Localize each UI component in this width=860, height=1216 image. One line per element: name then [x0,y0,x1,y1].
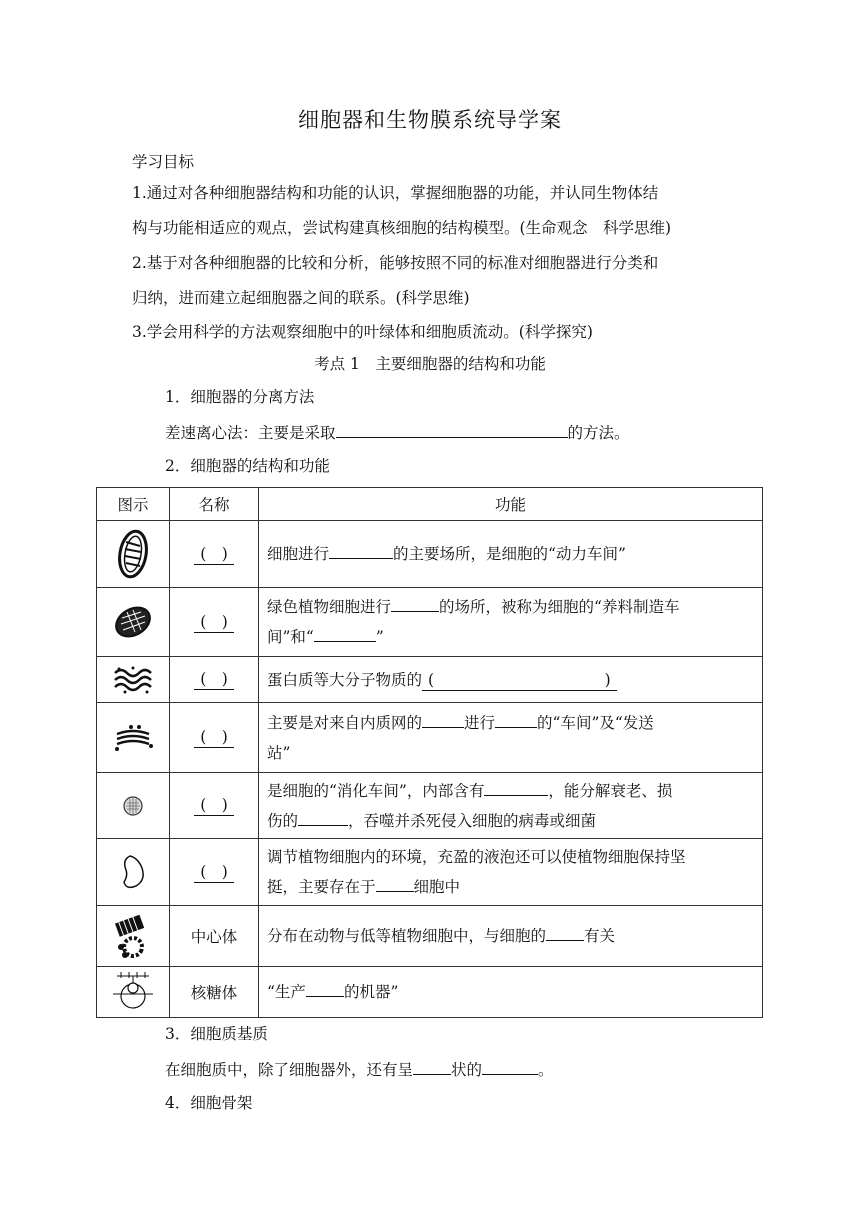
function-text: ” [375,628,384,646]
function-text: ，吞噬并杀死侵入细胞的病毒或细菌 [348,811,597,830]
sub4-heading: 4．细胞骨架 [165,1094,253,1112]
name-cell [170,657,259,703]
name-cell [170,839,259,906]
function-cell [259,657,763,703]
objective-1-line-2: 构与功能相适应的观点，尝试构建真核细胞的结构模型。(生命观念 科学思维) [132,219,672,237]
objective-1-line-1: 1.通过对各种细胞器结构和功能的认识，掌握细胞器的功能，并认同生物体结 [132,184,659,202]
table-row [97,588,763,657]
header-diagram: 图示 [97,488,170,521]
table-row [97,906,763,967]
function-cell [259,521,763,588]
blank[interactable] [391,595,439,612]
name-blank[interactable]: ( ) [194,544,234,565]
function-text: 的“车间”及“发送 [537,713,654,732]
objective-3: 3.学会用科学的方法观察细胞中的叶绿体和细胞质流动。(科学探究) [132,323,593,341]
table-row [97,773,763,839]
blank[interactable] [314,625,376,642]
table-row [97,703,763,773]
sub3-text-b: 状的 [451,1061,483,1079]
function-cell [259,967,763,1018]
name-cell: 核糖体 [170,967,259,1018]
objective-2-line-2: 归纳，进而建立起细胞器之间的联系。(科学思维) [132,289,470,307]
function-text: 间”和“ [267,628,314,646]
section-heading: 考点 1 主要细胞器的结构和功能 [314,355,546,373]
name-cell [170,703,259,773]
function-text: 细胞中 [413,878,461,896]
name-blank[interactable]: ( ) [194,727,234,748]
page-title: 细胞器和生物膜系统导学案 [298,108,562,132]
objectives-heading: 学习目标 [132,153,195,171]
function-blank[interactable]: ( ) [422,670,617,691]
name-cell [170,521,259,588]
vacuole-icon [97,839,170,906]
table-row [97,967,763,1018]
blank[interactable] [336,421,568,438]
blank[interactable] [482,1058,538,1075]
function-text: 伤的 [267,811,299,830]
sub3-text-a: 在细胞质中，除了细胞器外，还有呈 [165,1061,414,1079]
name-cell [170,588,259,657]
function-cell [259,703,763,773]
blank[interactable] [546,924,584,941]
blank[interactable] [495,711,537,728]
function-text: 的主要场所，是细胞的“动力车间” [393,545,626,563]
name-blank[interactable]: ( ) [194,612,234,633]
function-text: 蛋白质等大分子物质的 [267,670,423,689]
endoplasmic-reticulum-icon [97,657,170,703]
golgi-apparatus-icon [97,703,170,773]
function-text: 是细胞的“消化车间”，内部含有 [267,781,485,800]
function-text: ，能分解衰老、损 [548,781,673,800]
function-text: 绿色植物细胞进行 [267,598,392,616]
objective-2-line-1: 2.基于对各种细胞器的比较和分析，能够按照不同的标准对细胞器进行分类和 [132,254,659,272]
function-cell [259,588,763,657]
name-blank[interactable]: ( ) [194,795,234,816]
blank[interactable] [422,711,464,728]
organelle-table [96,487,763,1018]
function-text: “生产 [267,983,306,1001]
function-text: 主要是对来自内质网的 [267,713,423,732]
blank[interactable] [329,542,393,559]
function-text: 的机器” [343,983,399,1001]
name-blank[interactable]: ( ) [194,669,234,690]
name-blank[interactable]: ( ) [194,862,234,883]
function-text: 站” [267,743,291,762]
function-text: 分布在动物与低等植物细胞中，与细胞的 [267,927,547,945]
centrosome-icon [97,906,170,967]
mitochondrion-icon [97,521,170,588]
header-function: 功能 [259,488,763,521]
chloroplast-icon [97,588,170,657]
blank[interactable] [376,875,414,892]
ribosome-icon [97,967,170,1018]
sub2-heading: 2．细胞器的结构和功能 [165,457,330,475]
table-row [97,521,763,588]
function-cell [259,773,763,839]
blank[interactable] [413,1058,451,1075]
function-cell [259,839,763,906]
function-text: 细胞进行 [267,545,330,563]
name-cell: 中心体 [170,906,259,967]
blank[interactable] [484,779,548,796]
sub1-text [165,421,630,443]
sub1-text-b: 的方法。 [567,424,630,442]
function-cell [259,906,763,967]
function-text: 有关 [584,927,616,945]
sub1-text-a: 差速离心法：主要是采取 [165,424,336,442]
table-row [97,839,763,906]
function-text: 调节植物细胞内的环境，充盈的液泡还可以使植物细胞保持坚 [267,848,686,866]
sub3-heading: 3．细胞质基质 [165,1025,268,1043]
blank[interactable] [298,809,348,826]
table-header-row [97,488,763,521]
table-row [97,657,763,703]
header-name: 名称 [170,488,259,521]
sub1-heading: 1．细胞器的分离方法 [165,388,315,406]
function-text: 挺，主要存在于 [267,878,376,896]
blank[interactable] [306,980,344,997]
function-text: 进行 [464,713,496,732]
function-text: 的场所，被称为细胞的“养料制造车 [439,598,680,616]
sub3-text [165,1058,554,1080]
lysosome-icon [97,773,170,839]
sub3-text-c: 。 [538,1061,554,1079]
name-cell [170,773,259,839]
